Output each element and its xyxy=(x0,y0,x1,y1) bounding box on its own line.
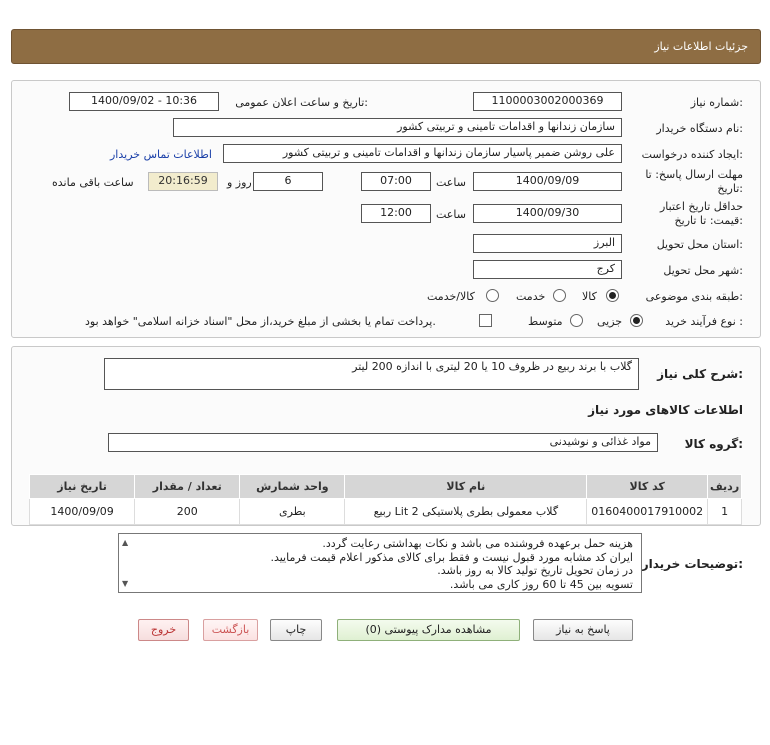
need-number-field: 1100003002000369 xyxy=(473,92,622,111)
buyer-note-line: هزینه حمل برعهده فروشنده می باشد و نکات بهداشتی رعایت گردد. xyxy=(322,537,633,550)
exit-button[interactable]: خروج xyxy=(138,619,189,641)
buyer-notes-box[interactable] xyxy=(118,533,642,593)
attachments-button[interactable]: مشاهده مدارک پیوستی (0) xyxy=(337,619,520,641)
process-radio-minor[interactable] xyxy=(630,314,643,327)
cell-name: گلاب معمولی بطری پلاستیکی 2 Lit ربیع xyxy=(345,499,587,525)
validity-label: حداقل تاریخ اعتبار قیمت: تا تاریخ: xyxy=(659,200,743,227)
contact-buyer-link[interactable]: اطلاعات تماس خریدار xyxy=(110,148,212,161)
col-name: نام کالا xyxy=(345,475,587,499)
deadline-time-field: 07:00 xyxy=(361,172,431,191)
scroll-up-icon[interactable]: ▲ xyxy=(122,538,129,547)
deadline-label: مهلت ارسال پاسخ: تا تاریخ: xyxy=(645,168,743,195)
category-label: طبقه بندی موضوعی: xyxy=(645,290,743,303)
buyer-note-line: در زمان تحویل تاریخ تولید کالا به روز باشد. xyxy=(437,564,633,577)
requester-field: علی روشن ضمیر پاسیار سازمان زندانها و اقدامات تامینی و تربیتی کشور xyxy=(223,144,622,163)
back-button[interactable]: بازگشت xyxy=(203,619,258,641)
page-header xyxy=(11,29,761,64)
city-label: شهر محل تحویل: xyxy=(663,264,743,277)
reply-button[interactable]: پاسخ به نیاز xyxy=(533,619,633,641)
category-option-service: خدمت xyxy=(516,290,546,303)
scroll-down-icon[interactable]: ▼ xyxy=(122,578,129,588)
days-label: روز و xyxy=(227,176,252,189)
requester-label: ایجاد کننده درخواست: xyxy=(641,148,743,161)
validity-time-label: ساعت xyxy=(436,208,466,221)
goods-group-field: مواد غذائی و نوشیدنی xyxy=(108,433,658,452)
need-number-label: شماره نیاز: xyxy=(690,96,743,109)
days-field: 6 xyxy=(253,172,323,191)
process-label: نوع فرآیند خرید : xyxy=(665,315,743,328)
process-option-medium: متوسط xyxy=(528,315,563,328)
cell-date: 1400/09/09 xyxy=(30,499,135,525)
validity-time-field: 12:00 xyxy=(361,204,431,223)
goods-section-title: اطلاعات کالاهای مورد نیاز xyxy=(588,403,743,417)
category-option-goods: کالا xyxy=(582,290,597,303)
col-row: ردیف xyxy=(708,475,742,499)
print-button[interactable]: چاپ xyxy=(270,619,322,641)
table-row xyxy=(30,499,742,525)
buyer-org-label: نام دستگاه خریدار: xyxy=(656,122,743,135)
city-field: کرج xyxy=(473,260,622,279)
buyer-notes-label: توضیحات خریدار: xyxy=(641,557,743,571)
col-qty: تعداد / مقدار xyxy=(135,475,240,499)
category-radio-service[interactable] xyxy=(553,289,566,302)
treasury-payment-note: پرداخت تمام یا بخشی از مبلغ خرید،از محل "اسناد خزانه اسلامی" خواهد بود. xyxy=(85,315,436,328)
description-field: گلاب با برند ربیع در ظروف 10 یا 20 لیتری با اندازه 200 لیتر xyxy=(104,358,639,390)
category-radio-goods[interactable] xyxy=(606,289,619,302)
goods-table-header xyxy=(30,475,742,499)
process-option-minor: جزیی xyxy=(597,315,623,328)
col-date: تاریخ نیاز xyxy=(30,475,135,499)
validity-date-field: 1400/09/30 xyxy=(473,204,622,223)
cell-code: 0160400017910002 xyxy=(587,499,708,525)
province-label: استان محل تحویل: xyxy=(656,238,743,251)
buyer-org-field: سازمان زندانها و اقدامات تامینی و تربیتی کشور xyxy=(173,118,622,137)
remaining-time-field: 20:16:59 xyxy=(148,172,218,191)
category-option-goods-service: کالا/خدمت xyxy=(427,290,475,303)
cell-qty: 200 xyxy=(135,499,240,525)
buyer-note-line: تسویه بین 45 تا 60 روز کاری می باشد. xyxy=(449,577,633,591)
goods-group-label: گروه کالا: xyxy=(684,437,743,451)
cell-unit: بطری xyxy=(240,499,345,525)
col-code: کد کالا xyxy=(587,475,708,499)
deadline-time-label: ساعت xyxy=(436,176,466,189)
announce-label: تاریخ و ساعت اعلان عمومی: xyxy=(235,96,368,109)
buyer-note-line: ایران کد مشابه مورد قبول نیست و فقط برای کالای مذکور اعلام قیمت فرمایید. xyxy=(270,550,633,564)
col-unit: واحد شمارش xyxy=(240,475,345,499)
goods-table xyxy=(29,474,742,525)
treasury-payment-checkbox[interactable] xyxy=(479,314,492,327)
remaining-label: ساعت باقی مانده xyxy=(52,176,134,189)
announce-field: 1400/09/02 - 10:36 xyxy=(69,92,219,111)
province-field: البرز xyxy=(473,234,622,253)
deadline-date-field: 1400/09/09 xyxy=(473,172,622,191)
process-radio-medium[interactable] xyxy=(570,314,583,327)
cell-row: 1 xyxy=(708,499,742,525)
description-label: شرح کلی نیاز: xyxy=(657,367,743,381)
page-title: جزئیات اطلاعات نیاز xyxy=(654,40,748,53)
category-radio-goods-service[interactable] xyxy=(486,289,499,302)
